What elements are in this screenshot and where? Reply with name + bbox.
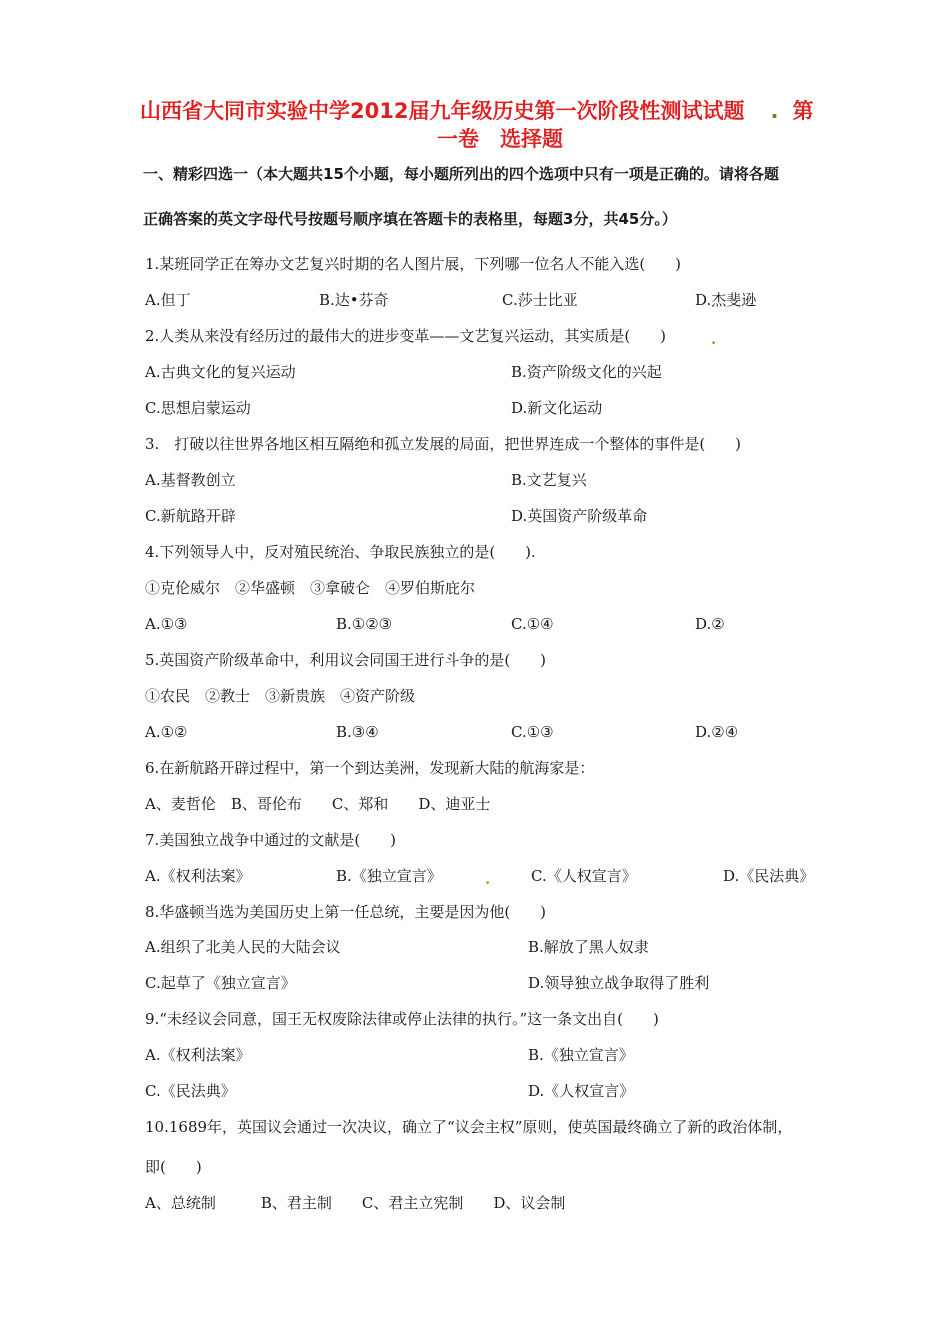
q9-stem-text: 9.“未经议会同意，国王无权废除法律或停止法律的执行。”这一条文出自( ) <box>145 1010 659 1028</box>
q5-stem-text: 5.英国资产阶级革命中，利用议会同国王进行斗争的是( ) <box>145 651 547 669</box>
q1-option-b: B.达•芬奇 <box>319 291 389 309</box>
q8-option-c: C.起草了《独立宣言》 <box>145 974 296 992</box>
question-10-stem-cont <box>145 1155 875 1179</box>
q8-stem-text: 8.华盛顿当选为美国历史上第一任总统，主要是因为他( ) <box>145 903 547 921</box>
q3-option-a: A.基督教创立 <box>145 471 236 489</box>
question-5-items <box>145 684 875 708</box>
question-2-options-ab <box>145 360 875 384</box>
q4-stem-text: 4.下列领导人中，反对殖民统治、争取民族独立的是( ). <box>145 543 536 561</box>
q7-option-a: A.《权利法案》 <box>145 867 251 885</box>
q6-options-text: A、麦哲伦 B、哥伦布 C、郑和 D、迪亚士 <box>145 795 491 813</box>
q10-options-text: A、总统制 B、君主制 C、君主立宪制 D、议会制 <box>145 1194 566 1212</box>
section-heading <box>143 152 863 242</box>
q9-option-d: D.《人权宣言》 <box>528 1082 635 1100</box>
question-2-options-cd <box>145 396 875 420</box>
q8-option-d: D.领导独立战争取得了胜利 <box>528 974 710 992</box>
q6-stem-text: 6.在新航路开辟过程中，第一个到达美洲，发现新大陆的航海家是： <box>145 759 595 777</box>
question-7-options <box>145 864 875 888</box>
question-9-options-ab <box>145 1043 875 1067</box>
q2-option-c: C.思想启蒙运动 <box>145 399 251 417</box>
q2-option-a: A.古典文化的复兴运动 <box>145 363 296 381</box>
question-10-options <box>145 1191 875 1215</box>
q5-items-text: ①农民 ②教士 ③新贵族 ④资产阶级 <box>145 687 416 705</box>
q4-option-a: A.①③ <box>145 615 188 633</box>
question-8-options-ab <box>145 935 875 959</box>
q1-option-d: D.杰斐逊 <box>695 291 757 309</box>
q4-option-c: C.①④ <box>511 615 554 633</box>
q8-option-b: B.解放了黑人奴隶 <box>528 938 649 956</box>
q2-option-d: D.新文化运动 <box>511 399 603 417</box>
question-3-stem <box>145 432 875 456</box>
title-main: 山西省大同市实验中学2012届九年级历史第一次阶段性测试试题 <box>140 99 745 123</box>
question-8-stem <box>145 900 875 924</box>
title-line-2: 一卷 选择题 <box>437 127 563 151</box>
q10-stem-text-2: 即( ) <box>145 1158 202 1176</box>
question-1-stem <box>145 252 875 276</box>
document-title <box>140 98 860 152</box>
q9-option-a: A.《权利法案》 <box>145 1046 251 1064</box>
q7-option-d: D.《民法典》 <box>723 867 815 885</box>
q1-option-c: C.莎士比亚 <box>502 291 578 309</box>
q2-option-b: B.资产阶级文化的兴起 <box>511 363 662 381</box>
q1-option-a: A.但丁 <box>145 291 191 309</box>
question-9-options-cd <box>145 1079 875 1103</box>
section-line-1: 一、精彩四选一（本大题共15个小题，每小题所列出的四个选项中只有一项是正确的。请将各题 <box>143 165 779 183</box>
question-5-stem <box>145 648 875 672</box>
q7-option-c: C.《人权宣言》 <box>531 867 637 885</box>
stray-mark: . <box>485 870 491 888</box>
question-3-options-cd <box>145 504 875 528</box>
question-5-options <box>145 720 875 744</box>
question-6-stem <box>145 756 875 780</box>
q2-stem-text: 2.人类从来没有经历过的最伟大的进步变革——文艺复兴运动，其实质是( ) <box>145 327 667 345</box>
q10-stem-text: 10.1689年，英国议会通过一次决议，确立了“议会主权”原则，使英国最终确立了新的政治体制， <box>145 1118 793 1136</box>
q7-option-b: B.《独立宣言》 <box>336 867 442 885</box>
q7-stem-text: 7.美国独立战争中通过的文献是( ) <box>145 831 397 849</box>
q4-items-text: ①克伦威尔 ②华盛顿 ③拿破仑 ④罗伯斯庇尔 <box>145 579 476 597</box>
q5-option-d: D.②④ <box>695 723 739 741</box>
question-1-options <box>145 288 875 312</box>
question-3-options-ab <box>145 468 875 492</box>
q1-stem-text: 1.某班同学正在筹办文艺复兴时期的名人图片展，下列哪一位名人不能入选( ) <box>145 255 682 273</box>
q5-option-a: A.①② <box>145 723 188 741</box>
q4-option-d: D.② <box>695 615 725 633</box>
q9-option-c: C.《民法典》 <box>145 1082 236 1100</box>
question-2-stem <box>145 324 875 348</box>
q5-option-c: C.①③ <box>511 723 554 741</box>
q4-option-b: B.①②③ <box>336 615 393 633</box>
question-7-stem <box>145 828 875 852</box>
title-dot: . <box>770 99 779 123</box>
question-4-options <box>145 612 875 636</box>
question-8-options-cd <box>145 971 875 995</box>
q3-option-b: B.文艺复兴 <box>511 471 587 489</box>
title-tail: 第 <box>792 99 814 123</box>
question-4-stem <box>145 540 875 564</box>
title-line-1 <box>140 98 860 124</box>
q3-option-c: C.新航路开辟 <box>145 507 236 525</box>
section-line-2: 正确答案的英文字母代号按题号顺序填在答题卡的表格里，每题3分，共45分。） <box>143 210 677 228</box>
stray-mark: . <box>711 330 717 348</box>
q3-stem-text: 3. 打破以往世界各地区相互隔绝和孤立发展的局面，把世界连成一个整体的事件是( ) <box>145 435 742 453</box>
question-6-options <box>145 792 875 816</box>
q9-option-b: B.《独立宣言》 <box>528 1046 634 1064</box>
question-10-stem <box>145 1115 875 1139</box>
q3-option-d: D.英国资产阶级革命 <box>511 507 648 525</box>
q8-option-a: A.组织了北美人民的大陆会议 <box>145 938 341 956</box>
question-4-items <box>145 576 875 600</box>
q5-option-b: B.③④ <box>336 723 379 741</box>
question-9-stem <box>145 1007 875 1031</box>
